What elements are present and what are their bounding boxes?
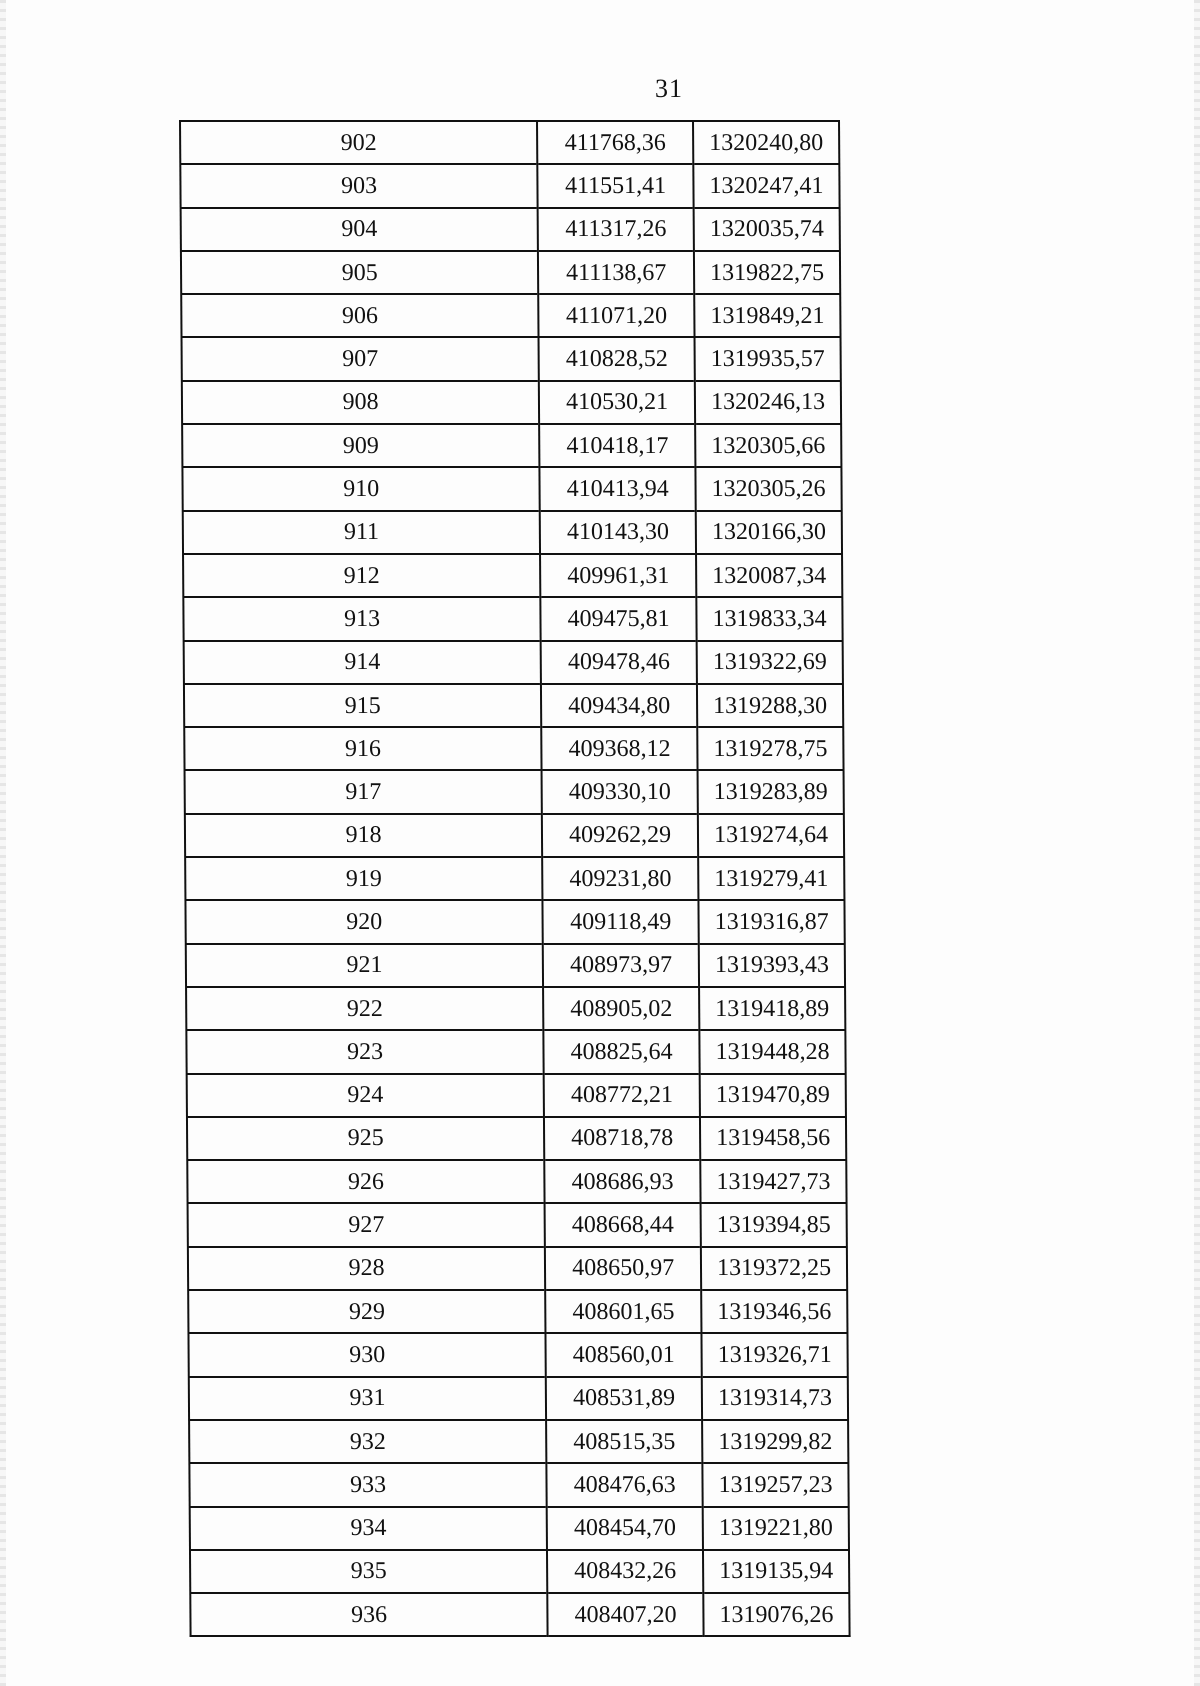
- point-number-cell: 925: [187, 1117, 544, 1160]
- table-row: [190, 1550, 849, 1593]
- x-coordinate-cell: 410413,94: [540, 467, 696, 510]
- y-coordinate-cell: 1319458,56: [700, 1117, 846, 1160]
- point-number-cell: 903: [180, 164, 537, 207]
- point-number-cell: 912: [183, 554, 540, 597]
- table-row: [186, 944, 845, 987]
- point-number-cell: 916: [184, 727, 541, 770]
- table-row: [188, 1203, 847, 1246]
- table-row: [187, 1074, 846, 1117]
- x-coordinate-cell: 408668,44: [545, 1203, 701, 1246]
- y-coordinate-cell: 1320240,80: [693, 121, 839, 164]
- x-coordinate-cell: 408515,35: [546, 1420, 702, 1463]
- point-number-cell: 932: [189, 1420, 546, 1463]
- table-row: [181, 251, 840, 294]
- point-number-cell: 914: [184, 641, 541, 684]
- table-row: [188, 1247, 847, 1290]
- y-coordinate-cell: 1319833,34: [696, 597, 842, 640]
- point-number-cell: 933: [189, 1463, 546, 1506]
- x-coordinate-cell: 411071,20: [538, 294, 694, 337]
- y-coordinate-cell: 1319470,89: [700, 1074, 846, 1117]
- point-number-cell: 915: [184, 684, 541, 727]
- x-coordinate-cell: 410530,21: [539, 381, 695, 424]
- y-coordinate-cell: 1319322,69: [697, 641, 843, 684]
- table-row: [187, 1160, 846, 1203]
- point-number-cell: 920: [185, 900, 542, 943]
- page-number: 31: [655, 74, 683, 103]
- y-coordinate-cell: 1319283,89: [698, 770, 844, 813]
- point-number-cell: 928: [188, 1247, 545, 1290]
- x-coordinate-cell: 409961,31: [540, 554, 696, 597]
- table-row: [185, 900, 844, 943]
- y-coordinate-cell: 1320246,13: [695, 381, 841, 424]
- table-row: [186, 1030, 845, 1073]
- x-coordinate-cell: 409434,80: [541, 684, 697, 727]
- x-coordinate-cell: 411317,26: [538, 208, 694, 251]
- x-coordinate-cell: 408601,65: [545, 1290, 701, 1333]
- x-coordinate-cell: 408454,70: [547, 1507, 703, 1550]
- point-number-cell: 931: [189, 1377, 546, 1420]
- y-coordinate-cell: 1319326,71: [702, 1333, 848, 1376]
- y-coordinate-cell: 1319274,64: [698, 814, 844, 857]
- point-number-cell: 917: [185, 770, 542, 813]
- point-number-cell: 921: [186, 944, 543, 987]
- table-row: [182, 467, 841, 510]
- x-coordinate-cell: 408973,97: [543, 944, 699, 987]
- table-row: [182, 337, 841, 380]
- x-coordinate-cell: 409475,81: [540, 597, 696, 640]
- x-coordinate-cell: 409478,46: [541, 641, 697, 684]
- y-coordinate-cell: 1319221,80: [703, 1507, 849, 1550]
- y-coordinate-cell: 1320305,26: [696, 467, 842, 510]
- table-row: [181, 208, 840, 251]
- point-number-cell: 919: [185, 857, 542, 900]
- y-coordinate-cell: 1319346,56: [701, 1290, 847, 1333]
- point-number-cell: 910: [182, 467, 539, 510]
- point-number-cell: 934: [190, 1507, 547, 1550]
- x-coordinate-cell: 408686,93: [544, 1160, 700, 1203]
- table-row: [182, 381, 841, 424]
- x-coordinate-cell: 409118,49: [543, 900, 699, 943]
- y-coordinate-cell: 1319076,26: [703, 1593, 849, 1636]
- y-coordinate-cell: 1319448,28: [699, 1030, 845, 1073]
- y-coordinate-cell: 1320166,30: [696, 511, 842, 554]
- y-coordinate-cell: 1319299,82: [702, 1420, 848, 1463]
- table-row: [183, 511, 842, 554]
- x-coordinate-cell: 408432,26: [547, 1550, 703, 1593]
- point-number-cell: 913: [183, 597, 540, 640]
- coordinates-table-body: [180, 121, 850, 1636]
- x-coordinate-cell: 409330,10: [542, 770, 698, 813]
- x-coordinate-cell: 410828,52: [539, 337, 695, 380]
- y-coordinate-cell: 1319935,57: [695, 337, 841, 380]
- point-number-cell: 918: [185, 814, 542, 857]
- x-coordinate-cell: 408718,78: [544, 1117, 700, 1160]
- table-row: [190, 1593, 849, 1636]
- point-number-cell: 923: [186, 1030, 543, 1073]
- table-row: [182, 424, 841, 467]
- x-coordinate-cell: 410418,17: [539, 424, 695, 467]
- point-number-cell: 908: [182, 381, 539, 424]
- x-coordinate-cell: 408772,21: [544, 1074, 700, 1117]
- y-coordinate-cell: 1319288,30: [697, 684, 843, 727]
- x-coordinate-cell: 409368,12: [541, 727, 697, 770]
- y-coordinate-cell: 1320247,41: [693, 164, 839, 207]
- x-coordinate-cell: 408560,01: [546, 1333, 702, 1376]
- table-row: [188, 1290, 847, 1333]
- y-coordinate-cell: 1319393,43: [699, 944, 845, 987]
- table-row: [186, 987, 845, 1030]
- table-row: [185, 857, 844, 900]
- x-coordinate-cell: 411138,67: [538, 251, 694, 294]
- table-row: [180, 121, 839, 164]
- table-row: [183, 597, 842, 640]
- point-number-cell: 929: [188, 1290, 545, 1333]
- point-number-cell: 922: [186, 987, 543, 1030]
- table-row: [188, 1333, 847, 1376]
- table-row: [183, 554, 842, 597]
- point-number-cell: 909: [182, 424, 539, 467]
- y-coordinate-cell: 1320087,34: [696, 554, 842, 597]
- point-number-cell: 904: [181, 208, 538, 251]
- y-coordinate-cell: 1320305,66: [695, 424, 841, 467]
- x-coordinate-cell: 409231,80: [542, 857, 698, 900]
- table-row: [181, 294, 840, 337]
- x-coordinate-cell: 408407,20: [547, 1593, 703, 1636]
- point-number-cell: 927: [188, 1203, 545, 1246]
- point-number-cell: 907: [182, 337, 539, 380]
- x-coordinate-cell: 409262,29: [542, 814, 698, 857]
- point-number-cell: 906: [181, 294, 538, 337]
- table-row: [189, 1420, 848, 1463]
- x-coordinate-cell: 410143,30: [540, 511, 696, 554]
- y-coordinate-cell: 1319316,87: [699, 900, 845, 943]
- y-coordinate-cell: 1319372,25: [701, 1247, 847, 1290]
- table-row: [190, 1507, 849, 1550]
- table-row: [180, 164, 839, 207]
- point-number-cell: 935: [190, 1550, 547, 1593]
- y-coordinate-cell: 1319278,75: [697, 727, 843, 770]
- x-coordinate-cell: 408650,97: [545, 1247, 701, 1290]
- x-coordinate-cell: 408905,02: [543, 987, 699, 1030]
- table-row: [185, 770, 844, 813]
- y-coordinate-cell: 1319279,41: [698, 857, 844, 900]
- point-number-cell: 905: [181, 251, 538, 294]
- y-coordinate-cell: 1319314,73: [702, 1377, 848, 1420]
- point-number-cell: 911: [183, 511, 540, 554]
- x-coordinate-cell: 408531,89: [546, 1377, 702, 1420]
- point-number-cell: 902: [180, 121, 537, 164]
- y-coordinate-cell: 1319257,23: [702, 1463, 848, 1506]
- y-coordinate-cell: 1319849,21: [694, 294, 840, 337]
- point-number-cell: 930: [188, 1333, 545, 1376]
- y-coordinate-cell: 1319135,94: [703, 1550, 849, 1593]
- x-coordinate-cell: 411551,41: [537, 164, 693, 207]
- scan-edge-left: [0, 0, 6, 1686]
- y-coordinate-cell: 1320035,74: [694, 208, 840, 251]
- table-row: [189, 1463, 848, 1506]
- y-coordinate-cell: 1319427,73: [700, 1160, 846, 1203]
- y-coordinate-cell: 1319418,89: [699, 987, 845, 1030]
- table-row: [189, 1377, 848, 1420]
- y-coordinate-cell: 1319394,85: [701, 1203, 847, 1246]
- y-coordinate-cell: 1319822,75: [694, 251, 840, 294]
- point-number-cell: 926: [187, 1160, 544, 1203]
- point-number-cell: 924: [187, 1074, 544, 1117]
- table-row: [185, 814, 844, 857]
- x-coordinate-cell: 408476,63: [547, 1463, 703, 1506]
- point-number-cell: 936: [190, 1593, 547, 1636]
- x-coordinate-cell: 411768,36: [537, 121, 693, 164]
- table-row: [184, 684, 843, 727]
- table-row: [184, 641, 843, 684]
- table-row: [184, 727, 843, 770]
- x-coordinate-cell: 408825,64: [544, 1030, 700, 1073]
- scan-edge-right: [1194, 0, 1200, 1686]
- coordinates-table: [179, 120, 851, 1637]
- table-row: [187, 1117, 846, 1160]
